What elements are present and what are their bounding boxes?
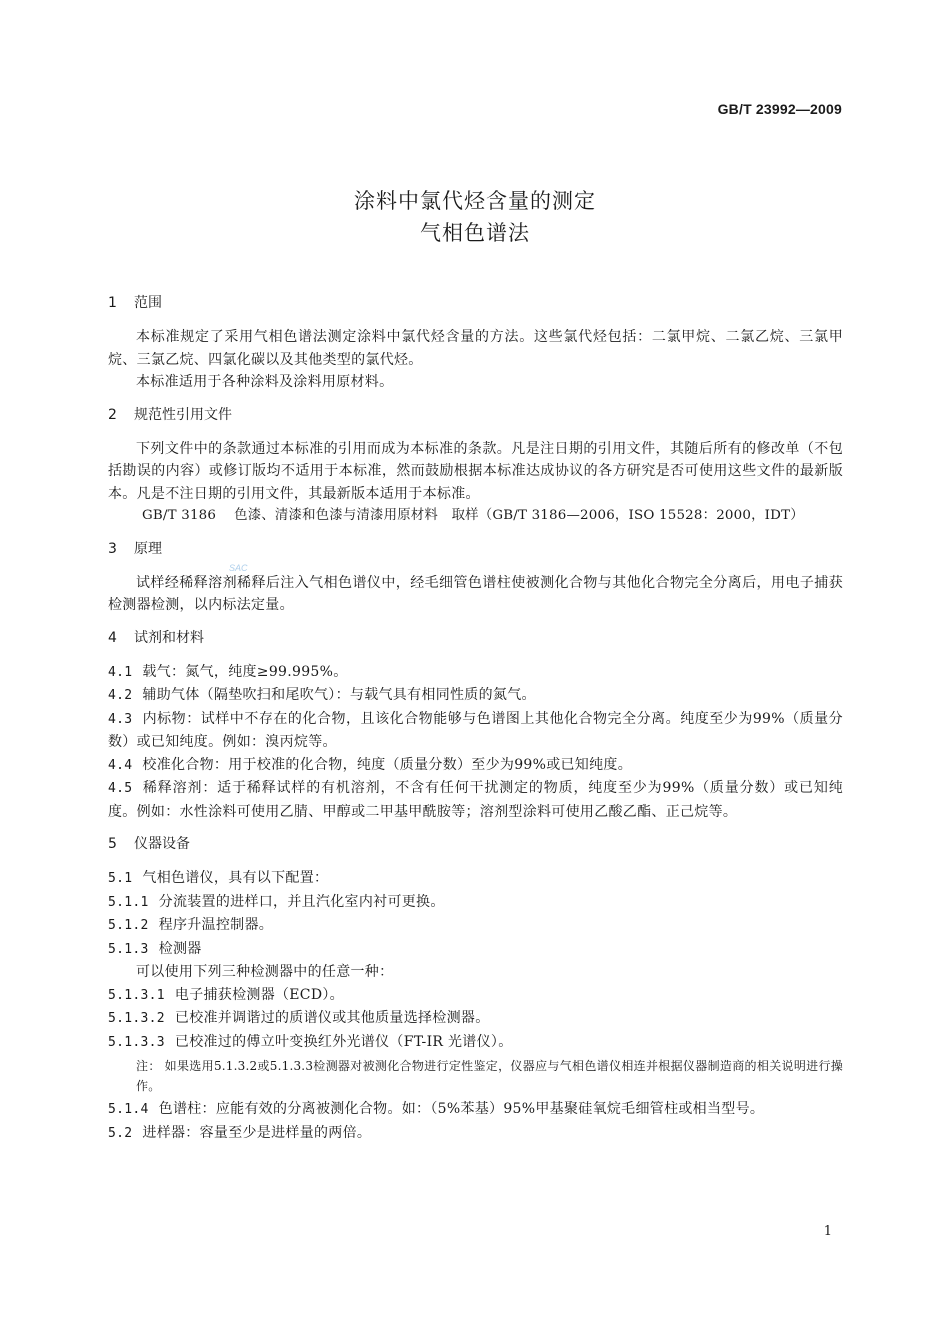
clause-text: 分流装置的进样口，并且汽化室内衬可更换。	[158, 893, 445, 910]
section-heading-normative-references	[108, 404, 843, 426]
sac-watermark: SAC	[229, 563, 248, 573]
note	[136, 1056, 843, 1096]
document-title: 涂料中氯代烃含量的测定	[354, 189, 596, 213]
clause-item	[108, 1098, 843, 1122]
paragraph: 本标准规定了采用气相色谱法测定涂料中氯代烃含量的方法。这些氯代烃包括：二氯甲烷、二氯乙烷、三氯甲烷、三氯乙烷、四氯化碳以及其他类型的氯代烃。	[108, 329, 843, 368]
clause-item	[108, 708, 843, 754]
clause-item	[108, 1031, 843, 1055]
section-heading-scope	[108, 292, 843, 314]
clause-number: 5.1.3	[108, 941, 149, 957]
clause-text: 检测器	[158, 940, 202, 957]
paragraph: 下列文件中的条款通过本标准的引用而成为本标准的条款。凡是注日期的引用文件，其随后所有的修改单（不包括勘误的内容）或修订版均不适用于本标准，然而鼓励根据本标准达成协议的各方研究是否可使用这些文件的最新版本。凡是不注日期的引用文件，其最新版本适用于本标准。	[108, 440, 843, 502]
clause-text: 程序升温控制器。	[158, 917, 274, 933]
clause-item	[108, 754, 843, 778]
section-heading-apparatus	[108, 833, 843, 855]
clause-item	[108, 984, 843, 1008]
clause-text: 气相色谱仪，具有以下配置：	[142, 870, 329, 886]
section-title: 原理	[134, 540, 162, 557]
clause-item	[108, 661, 843, 685]
clause-number: 5.2	[108, 1125, 133, 1141]
section-title: 试剂和材料	[134, 629, 204, 646]
clause-text: 稀释溶剂：适于稀释试样的有机溶剂，不含有任何干扰测定的物质，纯度至少为99%（质量分数）或已知纯度。例如：水性涂料可使用乙腈、甲醇或二甲基甲酰胺等；溶剂型涂料可使用乙酸乙酯、正己烷等。	[108, 780, 843, 820]
paragraph: 可以使用下列三种检测器中的任意一种：	[136, 964, 394, 980]
clause-number: 5.1.3.2	[108, 1011, 165, 1026]
section-title: 规范性引用文件	[134, 406, 232, 423]
reference-entry	[108, 505, 843, 528]
section-heading-reagents	[108, 627, 843, 649]
clause-text: 内标物：试样中不存在的化合物，且该化合物能够与色谱图上其他化合物完全分离。纯度至少为99%（质量分数）或已知纯度。例如：溴丙烷等。	[108, 710, 843, 750]
section-number: 2	[108, 406, 117, 423]
section-title: 仪器设备	[134, 836, 190, 852]
page-number: 1	[823, 1224, 832, 1239]
section-number: 4	[108, 629, 117, 646]
section-title: 范围	[134, 295, 162, 311]
document-subtitle: 气相色谱法	[420, 221, 530, 245]
clause-text: 进样器：容量至少是进样量的两倍。	[142, 1124, 372, 1141]
reference-title: 色漆、清漆和色漆与清漆用原材料 取样（GB/T 3186—2006，ISO 15528：2000，IDT）	[234, 508, 804, 523]
section-number: 1	[108, 295, 117, 311]
section-number: 3	[108, 540, 117, 557]
clause-item	[108, 867, 843, 891]
clause-number: 5.1.2	[108, 918, 149, 933]
clause-number: 4.3	[108, 711, 133, 727]
clause-text: 已校准过的傅立叶变换红外光谱仪（FT-IR 光谱仪）。	[174, 1033, 513, 1050]
clause-text: 已校准并调谐过的质谱仪或其他质量选择检测器。	[174, 1010, 490, 1026]
clause-number: 5.1.3.1	[108, 987, 165, 1003]
section-number: 5	[108, 836, 117, 852]
clause-number: 4.1	[108, 664, 133, 680]
paragraph: 本标准适用于各种涂料及涂料用原材料。	[136, 374, 394, 390]
standard-code: GB/T 23992—2009	[717, 101, 842, 117]
note-text: 如果选用5.1.3.2或5.1.3.3检测器对被测化合物进行定性鉴定，仪器应与气相色谱仪相连并根据仪器制造商的相关说明进行操作。	[136, 1059, 844, 1093]
section-heading-principle	[108, 538, 843, 560]
clause-item	[108, 684, 843, 708]
clause-item	[108, 914, 843, 938]
clause-item	[108, 891, 843, 915]
clause-text: 载气：氮气，纯度≥99.995%。	[142, 663, 348, 680]
clause-item	[108, 777, 843, 823]
clause-text: 辅助气体（隔垫吹扫和尾吹气）：与载气具有相同性质的氮气。	[142, 687, 536, 703]
clause-number: 4.2	[108, 688, 133, 703]
clause-number: 4.4	[108, 757, 133, 773]
clause-text: 色谱柱：应能有效的分离被测化合物。如：（5%苯基）95%甲基聚硅氧烷毛细管柱或相当型号。	[158, 1101, 765, 1117]
reference-code: GB/T 3186	[142, 508, 217, 523]
clause-number: 5.1	[108, 871, 133, 886]
clause-item	[108, 938, 843, 962]
note-label: 注：	[136, 1059, 161, 1073]
clause-number: 4.5	[108, 781, 133, 796]
clause-text: 电子捕获检测器（ECD）。	[174, 986, 344, 1003]
clause-number: 5.1.3.3	[108, 1034, 165, 1050]
clause-item	[108, 1007, 843, 1031]
clause-number: 5.1.4	[108, 1102, 149, 1117]
paragraph: 试样经稀释溶剂稀释后注入气相色谱仪中，经毛细管色谱柱使被测化合物与其他化合物完全分离后，用电子捕获检测器检测，以内标法定量。	[108, 574, 843, 613]
clause-text: 校准化合物：用于校准的化合物，纯度（质量分数）至少为99%或已知纯度。	[142, 756, 633, 773]
clause-item	[108, 1122, 843, 1146]
clause-number: 5.1.1	[108, 894, 149, 910]
document-body	[108, 292, 843, 1145]
